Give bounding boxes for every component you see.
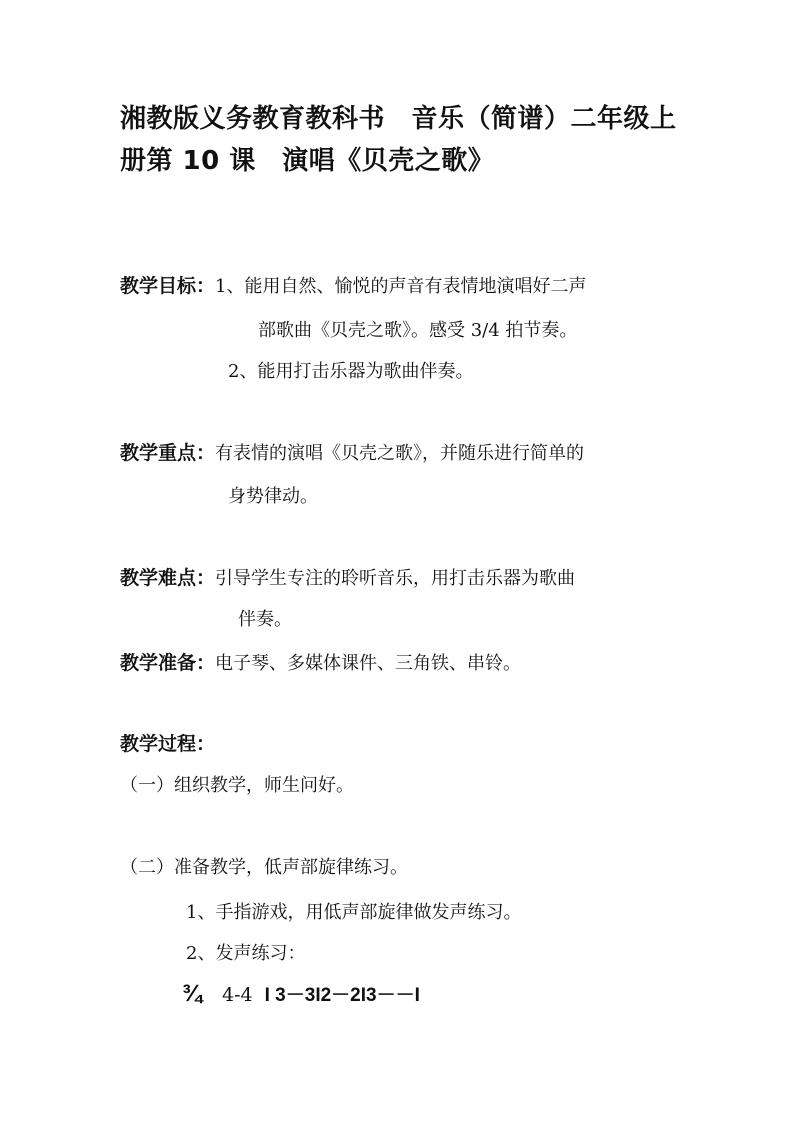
key-points-label: 教学重点： xyxy=(120,442,216,464)
objectives-label: 教学目标： xyxy=(120,275,216,297)
process-step-2: （二）准备教学，低声部旋律练习。 xyxy=(120,857,408,878)
time-signature: ¾ xyxy=(182,980,203,1007)
preparation-row xyxy=(120,648,521,675)
key-points-line-2: 身势律动。 xyxy=(228,486,318,507)
difficulties-row xyxy=(120,563,575,590)
key-points-row xyxy=(120,438,584,465)
key-points-line-1: 有表情的演唱《贝壳之歌》，并随乐进行简单的 xyxy=(215,443,585,464)
title-line-1: 湘教版义务教育教科书 音乐（简谱）二年级上 xyxy=(120,104,677,134)
objective-1-line-2: 部歌曲《贝壳之歌》。感受 3/4 拍节奏。 xyxy=(258,320,578,341)
preparation-label: 教学准备： xyxy=(120,652,216,674)
process-step-1: （一）组织教学，师生问好。 xyxy=(120,775,354,796)
objective-2: 2、能用打击乐器为歌曲伴奏。 xyxy=(228,361,474,382)
difficulties-line-2: 伴奏。 xyxy=(238,609,292,630)
notation-prefix: 4-4 xyxy=(222,984,253,1006)
preparation-text: 电子琴、多媒体课件、三角铁、串铃。 xyxy=(215,653,522,674)
process-label: 教学过程： xyxy=(120,733,216,755)
process-step-2-item-2: 2、发声练习： xyxy=(186,943,306,964)
difficulties-label: 教学难点： xyxy=(120,567,216,589)
objectives-row xyxy=(120,271,586,298)
vocal-exercise-notation xyxy=(182,980,420,1008)
notation-melody: I 3－3I2－2I3－－I xyxy=(264,985,420,1006)
difficulties-line-1: 引导学生专注的聆听音乐，用打击乐器为歌曲 xyxy=(215,568,576,589)
lesson-title xyxy=(120,98,690,182)
title-line-2: 册第 10 课 演唱《贝壳之歌》 xyxy=(120,146,495,176)
objective-1-line-1: 1、能用自然、愉悦的声音有表情地演唱好二声 xyxy=(215,276,587,297)
process-step-2-item-1: 1、手指游戏，用低声部旋律做发声练习。 xyxy=(186,902,522,923)
